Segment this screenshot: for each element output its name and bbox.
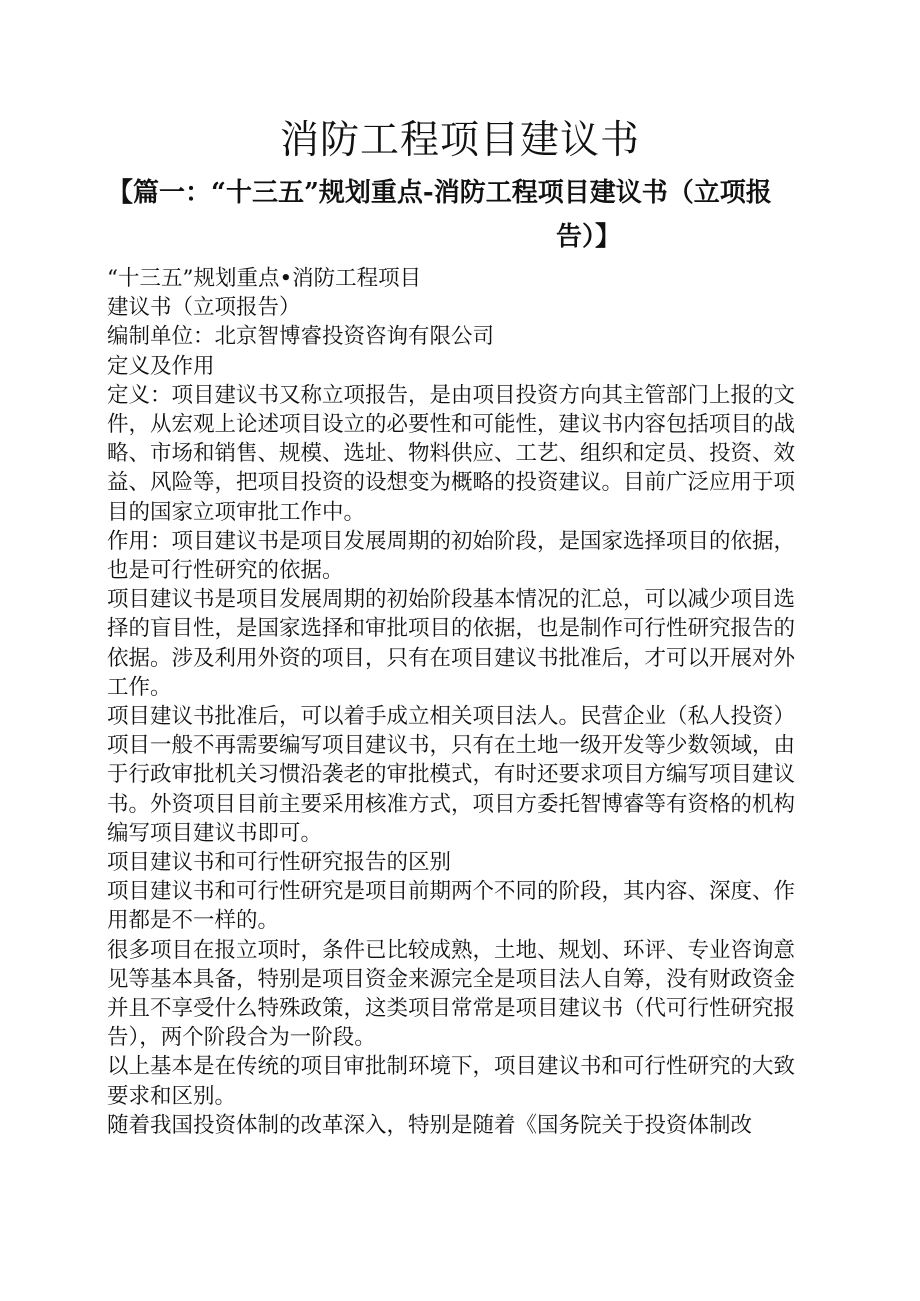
- paragraph-traditional: 以上基本是在传统的项目审批制环境下，项目建议书和可行性研究的大致要求和区别。: [107, 1054, 796, 1109]
- paragraph-author-unit: 编制单位：北京智博睿投资咨询有限公司: [107, 324, 495, 350]
- paragraph-approval: 项目建议书批准后，可以着手成立相关项目法人。民营企业（私人投资）项目一般不再需要编写项目建议书，只有在土地一级开发等少数领域，由于行政审批机关习惯沿袭老的审批模式，有时还要求项目方编写项目建议书。外资项目目前主要采用核准方式，项目方委托智博睿等有资格的机构编写项目建议书即可。: [107, 704, 796, 846]
- paragraph-reform: 随着我国投资体制的改革深入，特别是随着《国务院关于投资体制改: [107, 1112, 753, 1138]
- paragraph-heading-subtitle: 建议书（立项报告）: [107, 295, 301, 321]
- paragraph-summary: 项目建议书是项目发展周期的初始阶段基本情况的汇总，可以减少项目选择的盲目性，是国家选择和审批项目的依据，也是制作可行性研究报告的依据。涉及利用外资的项目，只有在项目建议书批准后，才可以开展对外工作。: [107, 587, 796, 700]
- section-heading-line-1: 【篇一：“十三五”规划重点-消防工程项目建议书（立项报: [107, 178, 772, 208]
- document-title: 消防工程项目建议书: [279, 118, 640, 163]
- paragraph-definition: 定义：项目建议书又称立项报告，是由项目投资方向其主管部门上报的文件，从宏观上论述项目设立的必要性和可能性，建议书内容包括项目的战略、市场和销售、规模、选址、物料供应、工艺、组织和定员、投资、效益、风险等，把项目投资的设想变为概略的投资建议。目前广泛应用于项目的国家立项审批工作中。: [107, 382, 796, 525]
- paragraph-section-definition: 定义及作用: [107, 353, 215, 379]
- document-body: [107, 264, 812, 1140]
- section-heading: [107, 171, 811, 259]
- paragraph-section-difference: 项目建议书和可行性研究报告的区别: [107, 850, 452, 876]
- paragraph-heading-title: “十三五”规划重点•消防工程项目: [107, 266, 422, 291]
- paragraph-function: 作用：项目建议书是项目发展周期的初始阶段，是国家选择项目的依据，也是可行性研究的依据。: [107, 528, 796, 584]
- paragraph-projects: 很多项目在报立项时，条件已比较成熟，土地、规划、环评、专业咨询意见等基本具备，特别是项目资金来源完全是项目法人自筹，没有财政资金并且不享受什么特殊政策，这类项目常常是项目建议书（代可行性研究报告），两个阶段合为一阶段。: [107, 937, 796, 1051]
- paragraph-difference: 项目建议书和可行性研究是项目前期两个不同的阶段，其内容、深度、作用都是不一样的。: [107, 879, 796, 934]
- section-heading-line-2: 告）】: [555, 222, 621, 252]
